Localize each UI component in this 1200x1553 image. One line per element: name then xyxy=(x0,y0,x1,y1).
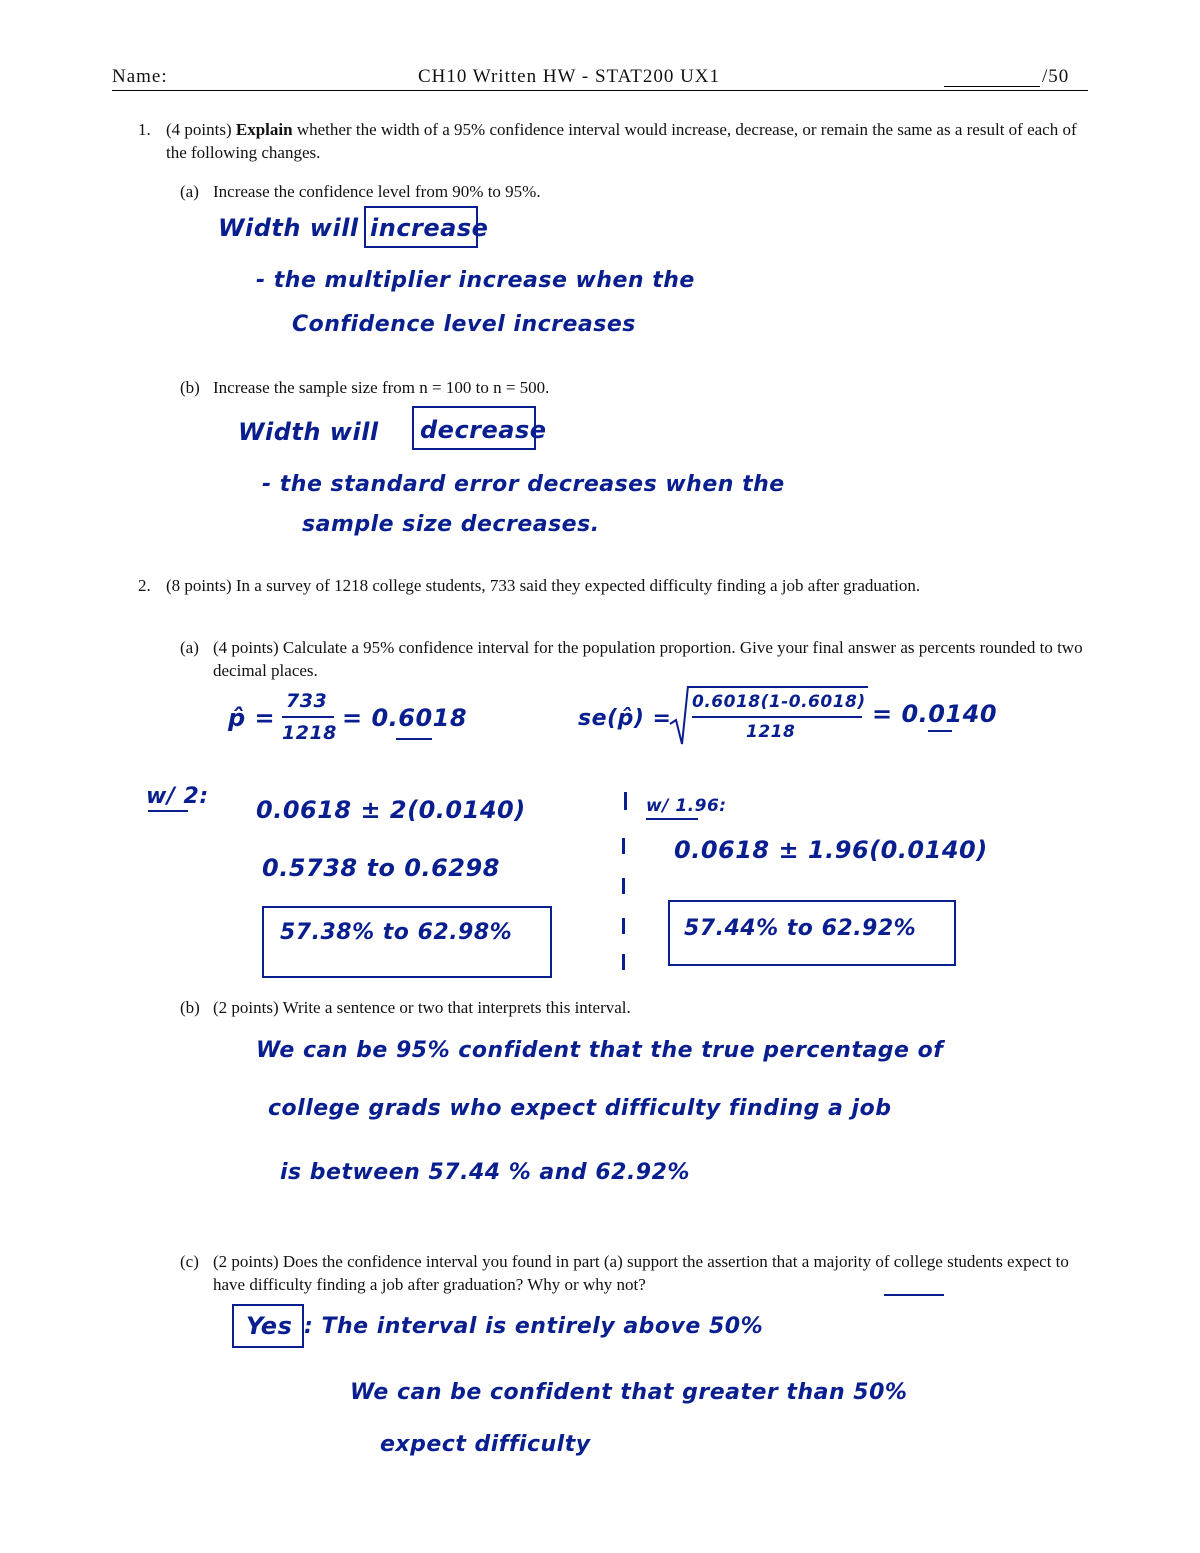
q2b-answer-2: college grads who expect difficulty finding a job xyxy=(268,1096,892,1121)
left-line-2: 0.5738 to 0.6298 xyxy=(262,854,500,882)
q1a-text: Increase the confidence level from 90% to 95%. xyxy=(213,182,541,201)
q2-text: In a survey of 1218 college students, 733 said they expected difficulty finding a job after graduation. xyxy=(235,576,921,595)
page-title: CH10 Written HW - STAT200 UX1 xyxy=(418,66,721,87)
q1-number: 1. xyxy=(138,120,151,139)
q1a-label: (a) xyxy=(180,182,199,201)
score-blank xyxy=(944,86,1040,87)
left-method-label: w/ 2: xyxy=(146,784,209,809)
right-method-underline xyxy=(646,818,698,820)
right-method-label: w/ 1.96: xyxy=(646,796,727,816)
score-total: /50 xyxy=(1042,66,1070,87)
q2-number: 2. xyxy=(138,576,151,595)
se-numerator: 0.6018(1-0.6018) xyxy=(692,692,866,712)
sqrt-bar xyxy=(688,686,868,688)
q1-text: whether the width of a 95% confidence interval would increase, decrease, or remain the same as a result of each of the following changes. xyxy=(166,120,1077,162)
q1b-reason-1: - the standard error decreases when the xyxy=(262,472,785,497)
q2b-answer-1: We can be 95% confident that the true percentage of xyxy=(256,1038,944,1063)
q2b-answer-3: is between 57.44 % and 62.92% xyxy=(280,1160,690,1185)
left-method-underline xyxy=(148,810,188,812)
q1b-answer-boxed: decrease xyxy=(420,416,547,444)
sqrt-icon xyxy=(668,684,690,748)
se-fraction-bar xyxy=(692,716,862,718)
right-line-1: 0.0618 ± 1.96(0.0140) xyxy=(674,836,988,864)
q2c-text: (2 points) Does the confidence interval you found in part (a) support the assertion that a majority of college students expect to have difficulty finding a job after graduation? Why or why not? xyxy=(213,1252,1069,1294)
q2-points: (8 points) xyxy=(166,576,232,595)
phat-underline xyxy=(396,738,432,740)
q2c-answer-1: : The interval is entirely above 50% xyxy=(304,1314,764,1339)
q2a-label: (a) xyxy=(180,638,199,657)
q1b-reason-2: sample size decreases. xyxy=(302,512,600,537)
q2-prompt xyxy=(166,574,1088,597)
q2c-answer-3: expect difficulty xyxy=(380,1432,591,1457)
q2c-label: (c) xyxy=(180,1252,199,1271)
phat-lhs: p̂ = xyxy=(228,704,276,732)
divider-dash xyxy=(622,878,625,894)
q1b-label: (b) xyxy=(180,378,200,397)
phat-denominator: 1218 xyxy=(282,722,337,744)
q1-points: (4 points) xyxy=(166,120,232,139)
left-line-1: 0.0618 ± 2(0.0140) xyxy=(256,796,526,824)
header-rule xyxy=(112,90,1088,91)
divider-dash xyxy=(624,792,627,810)
divider-dash xyxy=(622,954,625,970)
q2b-text: (2 points) Write a sentence or two that interprets this interval. xyxy=(213,998,631,1017)
q2c-yes: Yes xyxy=(246,1312,293,1340)
q2c-underline xyxy=(884,1294,944,1296)
se-value: = 0.0140 xyxy=(872,700,998,728)
se-underline xyxy=(928,730,952,732)
se-denominator: 1218 xyxy=(746,722,796,742)
divider-dash xyxy=(622,918,625,934)
q2a-text: (4 points) Calculate a 95% confidence interval for the population proportion. Give your final answer as percents rounded to two decimal places. xyxy=(213,638,1083,680)
q1a-answer-prefix: Width will xyxy=(218,214,359,242)
phat-numerator: 733 xyxy=(286,690,328,712)
phat-fraction-bar xyxy=(282,716,334,718)
q1-bold: Explain xyxy=(235,120,293,139)
name-label: Name: xyxy=(112,66,168,87)
left-result: 57.38% to 62.98% xyxy=(280,920,513,945)
q1a-reason-2: Confidence level increases xyxy=(292,312,636,337)
q1-prompt xyxy=(166,118,1088,164)
q1a-answer-boxed: increase xyxy=(370,214,489,242)
phat-value: = 0.6018 xyxy=(342,704,468,732)
q1b-text: Increase the sample size from n = 100 to n = 500. xyxy=(213,378,550,397)
se-lhs: se(p̂) = xyxy=(578,706,672,731)
q2c-answer-2: We can be confident that greater than 50% xyxy=(350,1380,908,1405)
q1a-reason-1: - the multiplier increase when the xyxy=(256,268,695,293)
right-result: 57.44% to 62.92% xyxy=(684,916,917,941)
q2b-label: (b) xyxy=(180,998,200,1017)
q1b-answer-prefix: Width will xyxy=(238,418,379,446)
divider-dash xyxy=(622,838,625,854)
